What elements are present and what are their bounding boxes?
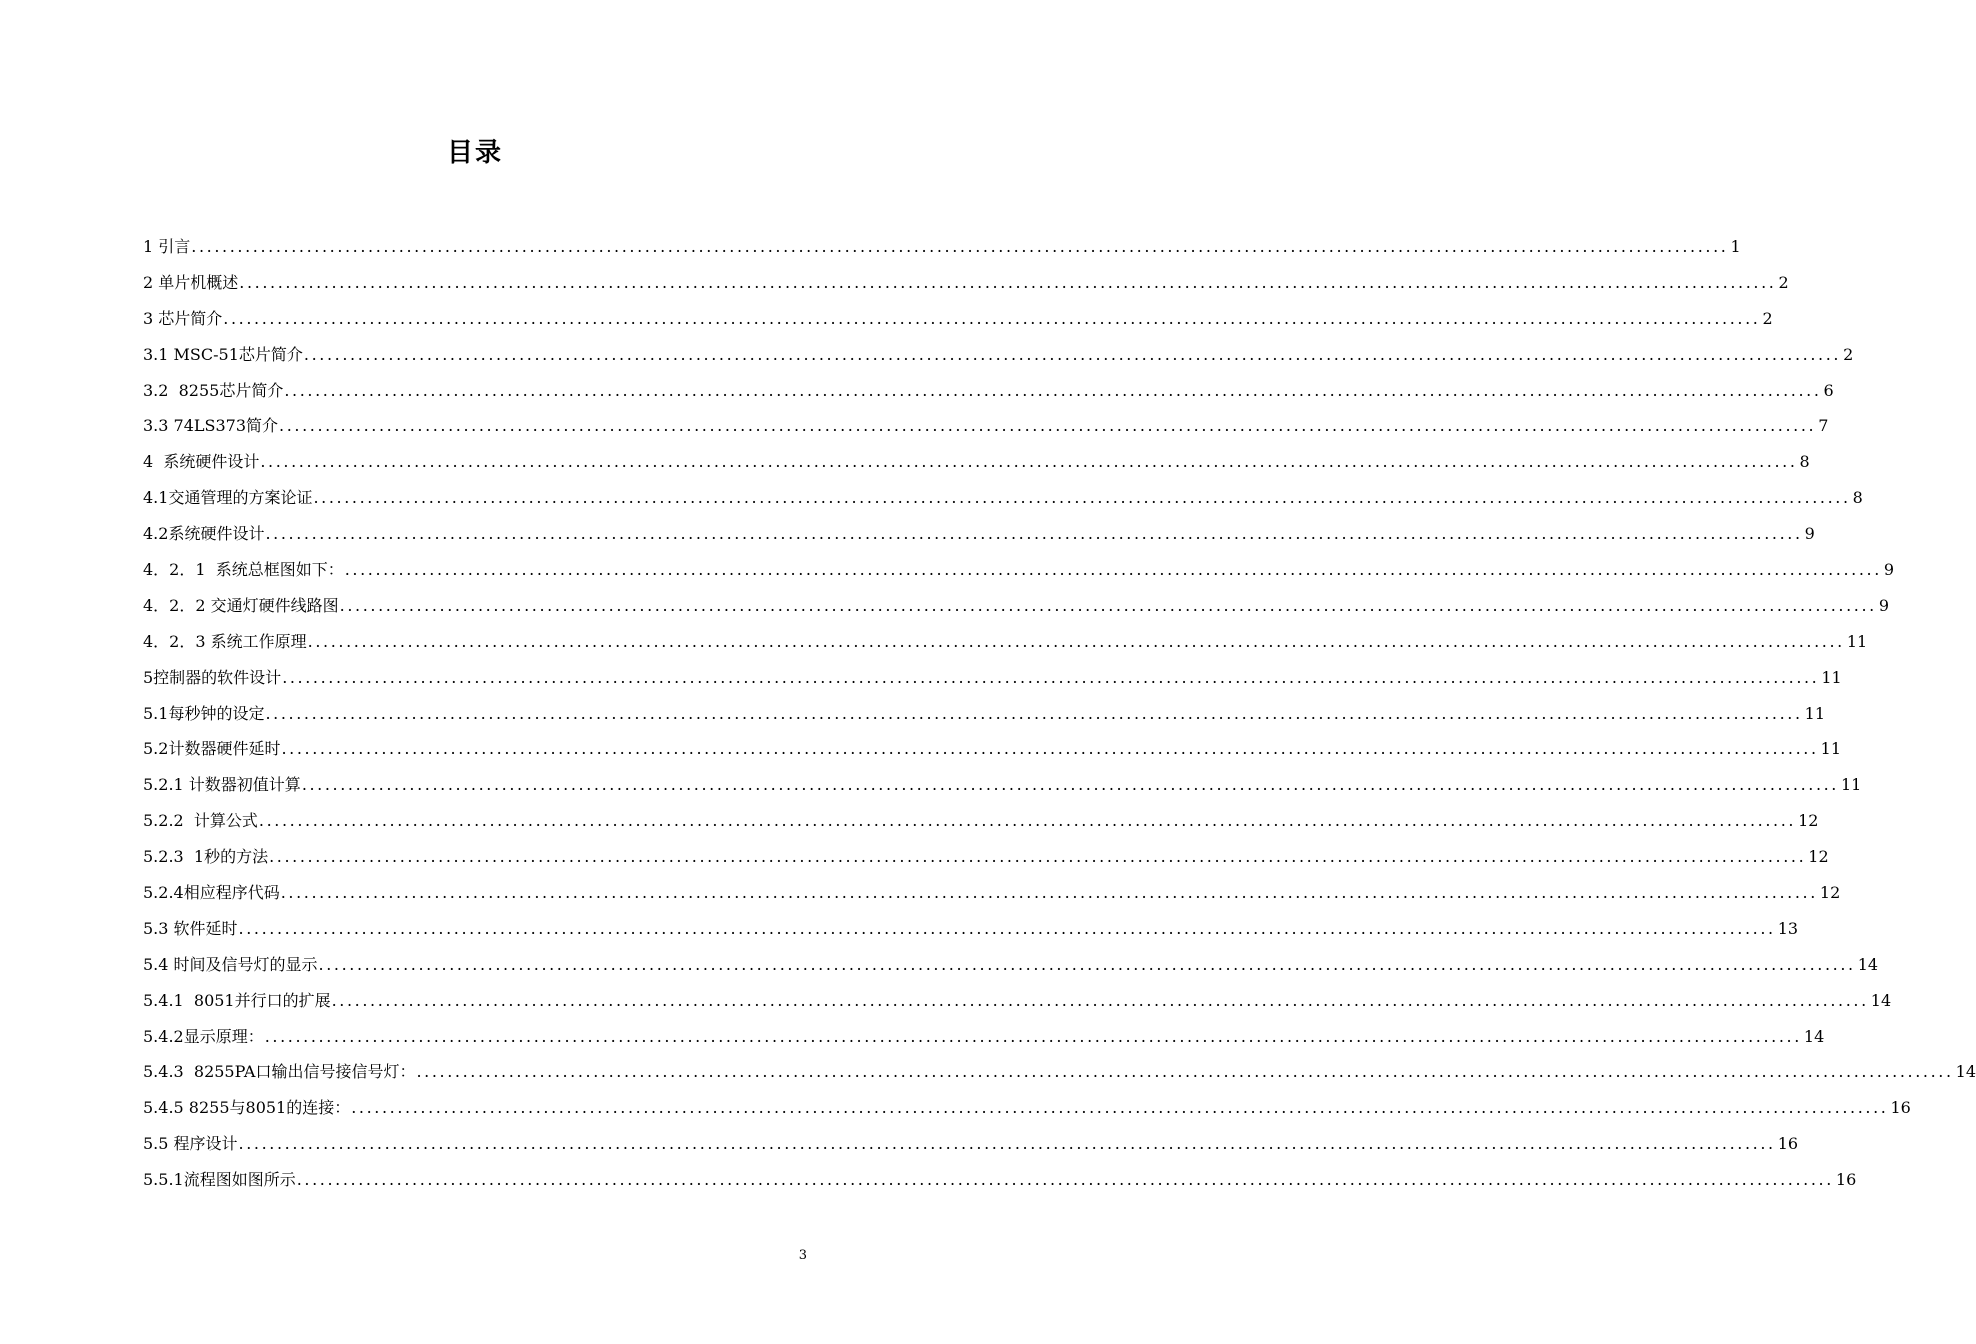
toc-entry-page: 16	[1777, 1134, 1799, 1154]
page-number: 3	[798, 1248, 807, 1263]
toc-entry[interactable]	[143, 736, 1841, 772]
toc-dot-leader: ........................................................................................................................................................................................................	[307, 631, 1845, 651]
toc-entry-page: 8	[1852, 488, 1863, 508]
toc-entry-label: 5.2.1 计数器初值计算	[143, 775, 301, 795]
toc-entry-label: 4．2．2 交通灯硬件线路图	[143, 595, 339, 615]
toc-entry-label: 5.5 程序设计	[143, 1134, 238, 1154]
toc-entry-page: 1	[1730, 237, 1741, 256]
toc-entry[interactable]	[143, 413, 1829, 449]
toc-entry-label: 4 系统硬件设计	[143, 452, 260, 472]
toc-entry-label: 3.3 74LS373简介	[143, 416, 279, 436]
toc-entry-page: 12	[1808, 847, 1829, 867]
toc-entry-label: 5.4.5 8255与8051的连接：	[143, 1098, 351, 1118]
toc-dot-leader: ........................................................................................................................................................................................................	[279, 416, 1817, 436]
page-title: 目录	[446, 138, 503, 168]
toc-entry[interactable]	[143, 880, 1841, 916]
toc-dot-leader: ........................................................................................................................................................................................................	[351, 1098, 1889, 1118]
toc-entry-label: 5.4 时间及信号灯的显示	[143, 954, 318, 974]
toc-dot-leader: ........................................................................................................................................................................................................	[416, 1062, 1954, 1082]
toc-dot-leader: ........................................................................................................................................................................................................	[238, 1134, 1776, 1154]
toc-entry[interactable]	[143, 772, 1862, 808]
toc-entry[interactable]	[143, 808, 1819, 844]
toc-entry-label: 5.4.1 8051并行口的扩展	[143, 990, 331, 1010]
toc-entry-label: 5.2.3 1秒的方法	[143, 847, 269, 867]
toc-entry-label: 5.2.4相应程序代码	[143, 883, 280, 903]
toc-entry-page: 2	[1762, 308, 1773, 328]
toc-entry[interactable]	[143, 306, 1773, 342]
toc-entry[interactable]	[143, 485, 1863, 521]
toc-entry[interactable]	[143, 557, 1895, 593]
toc-entry[interactable]	[143, 521, 1815, 557]
toc-entry[interactable]	[143, 342, 1854, 378]
toc-entry[interactable]	[143, 449, 1810, 485]
toc-entry-page: 11	[1821, 667, 1842, 687]
toc-entry-label: 5.2.2 计算公式	[143, 811, 258, 831]
toc-dot-leader: ........................................................................................................................................................................................................	[223, 308, 1761, 328]
toc-dot-leader: ........................................................................................................................................................................................................	[284, 380, 1822, 400]
toc-entry-page: 14	[1870, 990, 1892, 1010]
toc-entry[interactable]	[143, 1059, 1976, 1095]
toc-entry-page: 9	[1883, 560, 1895, 580]
toc-entry-label: 5.3 软件延时	[143, 918, 238, 938]
toc-entry-page: 2	[1778, 272, 1789, 292]
table-of-contents	[143, 234, 1976, 1203]
toc-entry[interactable]	[143, 234, 1741, 270]
toc-entry-label: 5.4.3 8255PA口输出信号接信号灯：	[143, 1062, 416, 1082]
toc-entry[interactable]	[143, 916, 1799, 952]
toc-entry-page: 14	[1803, 1026, 1825, 1046]
toc-entry-page: 14	[1955, 1062, 1976, 1082]
toc-entry-page: 14	[1857, 954, 1879, 974]
toc-entry-page: 12	[1798, 811, 1819, 831]
toc-entry-label: 5.1每秒钟的设定	[143, 703, 265, 723]
toc-dot-leader: ........................................................................................................................................................................................................	[258, 811, 1797, 831]
toc-entry-label: 3.2 8255芯片简介	[143, 380, 284, 400]
toc-entry[interactable]	[143, 1024, 1825, 1060]
toc-entry[interactable]	[143, 701, 1825, 737]
toc-dot-leader: ........................................................................................................................................................................................................	[191, 237, 1729, 256]
toc-dot-leader: ........................................................................................................................................................................................................	[260, 452, 1798, 472]
toc-entry-page: 11	[1820, 739, 1841, 759]
toc-entry-page: 12	[1819, 883, 1841, 903]
toc-dot-leader: ........................................................................................................................................................................................................	[339, 595, 1877, 615]
toc-entry[interactable]	[143, 593, 1890, 629]
toc-entry-page: 11	[1846, 631, 1868, 651]
toc-entry-page: 16	[1890, 1098, 1911, 1118]
toc-dot-leader: ........................................................................................................................................................................................................	[344, 560, 1882, 580]
toc-entry-page: 11	[1804, 703, 1825, 723]
toc-entry-page: 11	[1841, 775, 1862, 795]
toc-entry-page: 9	[1804, 524, 1815, 544]
toc-entry-page: 2	[1843, 344, 1854, 364]
toc-entry-label: 4.1交通管理的方案论证	[143, 488, 313, 508]
toc-entry[interactable]	[143, 378, 1834, 414]
toc-entry[interactable]	[143, 665, 1842, 701]
toc-dot-leader: ........................................................................................................................................................................................................	[280, 883, 1818, 903]
toc-entry-page: 13	[1777, 918, 1799, 938]
toc-entry[interactable]	[143, 1167, 1857, 1203]
toc-entry[interactable]	[143, 1131, 1799, 1167]
toc-entry-page: 16	[1835, 1170, 1857, 1190]
toc-dot-leader: ........................................................................................................................................................................................................	[269, 847, 1807, 867]
toc-dot-leader: ........................................................................................................................................................................................................	[238, 918, 1776, 938]
toc-entry-label: 3.1 MSC-51芯片简介	[143, 344, 303, 364]
toc-entry-page: 6	[1823, 380, 1834, 400]
toc-entry-label: 4.2系统硬件设计	[143, 524, 265, 544]
toc-entry-label: 5.5.1流程图如图所示	[143, 1170, 296, 1190]
toc-entry-label: 5.2计数器硬件延时	[143, 739, 281, 759]
toc-entry[interactable]	[143, 629, 1868, 665]
toc-entry-label: 4．2．3 系统工作原理	[143, 631, 307, 651]
toc-entry-page: 7	[1818, 416, 1829, 436]
toc-entry[interactable]	[143, 988, 1892, 1024]
toc-dot-leader: ........................................................................................................................................................................................................	[282, 667, 1820, 687]
toc-entry-label: 2 单片机概述	[143, 272, 239, 292]
toc-dot-leader: ........................................................................................................................................................................................................	[318, 954, 1856, 974]
toc-entry-page: 8	[1799, 452, 1810, 472]
toc-dot-leader: ........................................................................................................................................................................................................	[264, 1026, 1802, 1046]
toc-entry-page: 9	[1878, 595, 1890, 615]
toc-entry[interactable]	[143, 952, 1879, 988]
toc-entry-label: 4．2．1 系统总框图如下：	[143, 560, 344, 580]
toc-entry[interactable]	[143, 1095, 1911, 1131]
toc-entry-label: 1 引言	[143, 237, 191, 256]
toc-dot-leader: ........................................................................................................................................................................................................	[301, 775, 1839, 795]
toc-dot-leader: ........................................................................................................................................................................................................	[265, 524, 1803, 544]
toc-entry-label: 5.4.2显示原理：	[143, 1026, 264, 1046]
toc-entry-label: 3 芯片简介	[143, 308, 223, 328]
toc-entry[interactable]	[143, 270, 1789, 306]
toc-dot-leader: ........................................................................................................................................................................................................	[239, 272, 1777, 292]
toc-dot-leader: ........................................................................................................................................................................................................	[313, 488, 1851, 508]
toc-dot-leader: ........................................................................................................................................................................................................	[281, 739, 1819, 759]
toc-entry[interactable]	[143, 844, 1829, 880]
toc-dot-leader: ........................................................................................................................................................................................................	[296, 1170, 1834, 1190]
toc-dot-leader: ........................................................................................................................................................................................................	[303, 344, 1842, 364]
toc-entry-label: 5控制器的软件设计	[143, 667, 282, 687]
toc-dot-leader: ........................................................................................................................................................................................................	[331, 990, 1869, 1010]
toc-dot-leader: ........................................................................................................................................................................................................	[265, 703, 1803, 723]
